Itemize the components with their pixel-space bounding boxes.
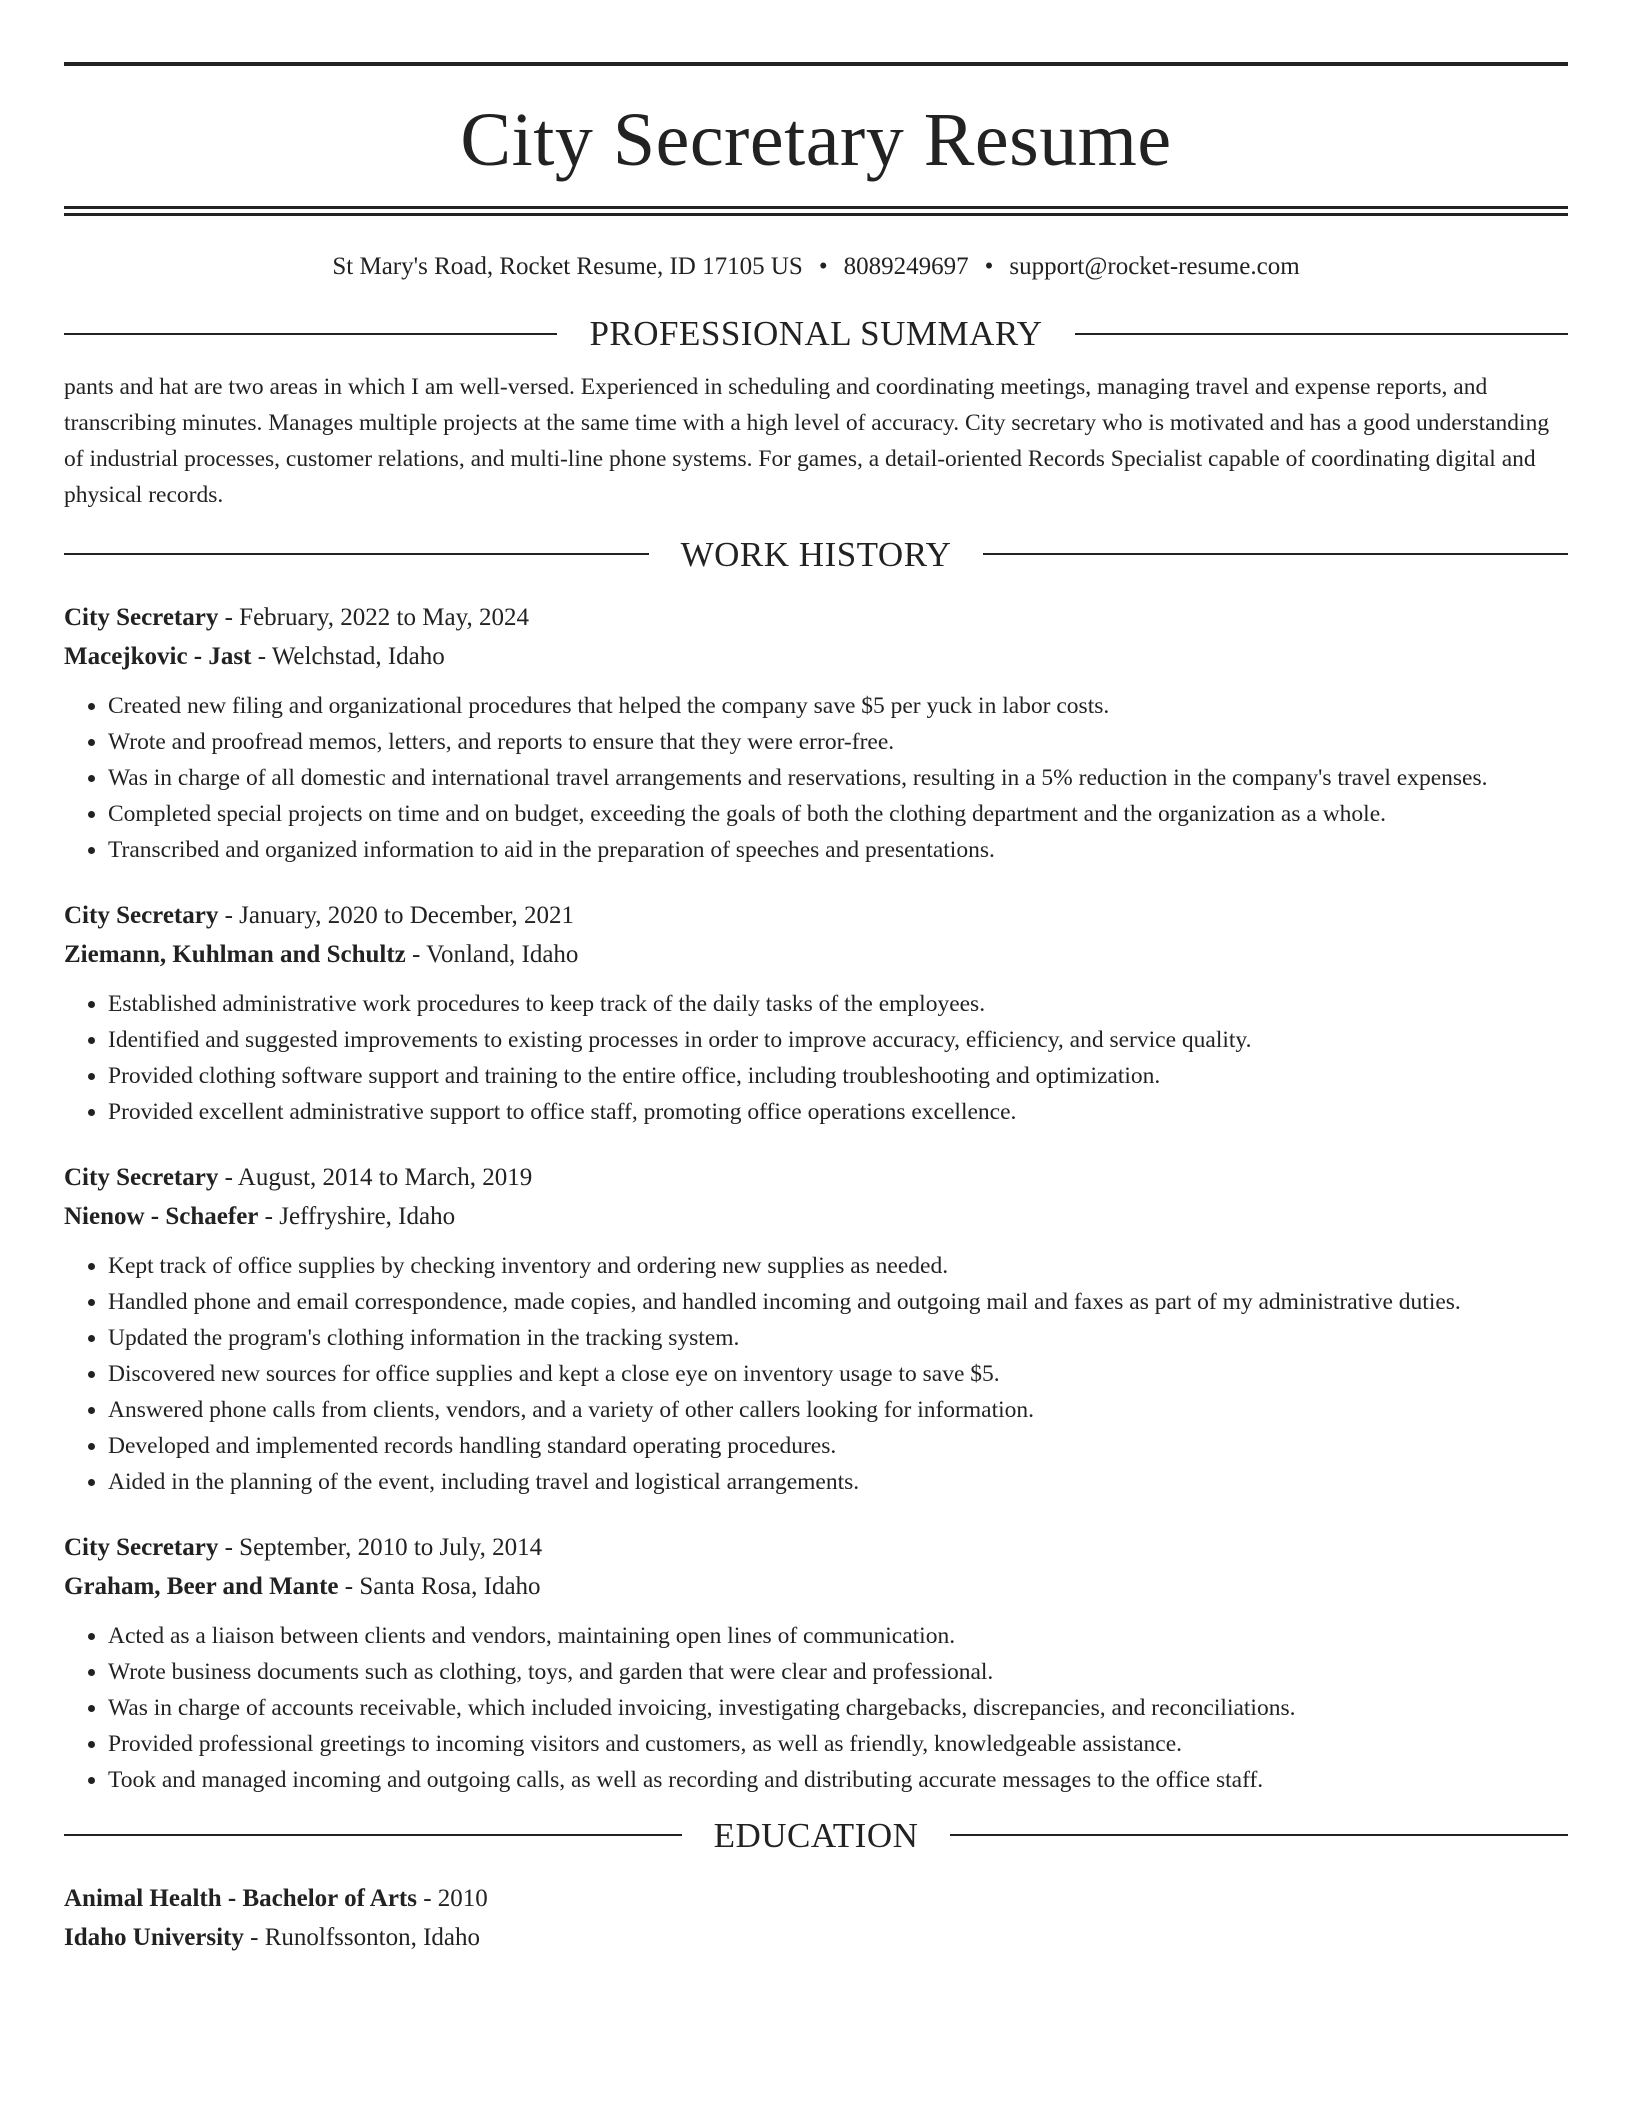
job-title: City Secretary — [64, 901, 219, 929]
education-entry — [64, 1879, 1568, 1957]
section-header-work — [64, 534, 1568, 574]
contact-separator: • — [984, 253, 994, 280]
job-company: Graham, Beer and Mante — [64, 1572, 339, 1600]
section-header-summary — [64, 316, 1568, 351]
job-dates: - January, 2020 to December, 2021 — [218, 901, 574, 929]
job-title-line — [64, 896, 1568, 935]
job-location: - Santa Rosa, Idaho — [338, 1572, 541, 1600]
job-entry — [64, 598, 1568, 868]
section-title: WORK HISTORY — [680, 534, 952, 574]
job-bullet: • Updated the program's clothing information in the tracking system. — [108, 1320, 1568, 1356]
contact-separator: • — [818, 253, 828, 280]
summary-text: pants and hat are two areas in which I am well-versed. Experienced in scheduling and coordinating meetings, managing travel and expense reports, and transcribing minutes. Manages multiple projects at the same time with a high level of accuracy. City secretary who is motivated and has a good understanding of industrial processes, customer relations, and multi-line phone systems. For games, a detail-oriented Records Specialist capable of coordinating digital and physical records. — [64, 374, 1550, 508]
section-rule-left — [64, 333, 557, 335]
job-bullet: • Handled phone and email correspondence, made copies, and handled incoming and outgoing mail and faxes as part of my administrative duties. — [108, 1284, 1568, 1320]
job-bullet: • Discovered new sources for office supplies and kept a close eye on inventory usage to save $5. — [108, 1356, 1568, 1392]
job-bullet: • Wrote business documents such as clothing, toys, and garden that were clear and professional. — [108, 1654, 1568, 1690]
job-bullet: • Provided clothing software support and training to the entire office, including troubleshooting and optimization. — [108, 1058, 1568, 1094]
job-bullet: • Was in charge of accounts receivable, which included invoicing, investigating chargebacks, discrepancies, and reconciliations. — [108, 1690, 1568, 1726]
education-location: - Runolfssonton, Idaho — [243, 1923, 480, 1951]
contact-address: St Mary's Road, Rocket Resume, ID 17105 US — [332, 253, 803, 280]
contact-line — [64, 252, 1568, 282]
job-title: City Secretary — [64, 1533, 219, 1561]
job-title: City Secretary — [64, 1163, 219, 1191]
section-header-education — [64, 1815, 1568, 1855]
job-bullet: • Provided excellent administrative support to office staff, promoting office operations excellence. — [108, 1094, 1568, 1130]
job-bullet: • Created new filing and organizational procedures that helped the company save $5 per yuck in labor costs. — [108, 688, 1568, 724]
job-bullet: • Completed special projects on time and on budget, exceeding the goals of both the clothing department and the organization as a whole. — [108, 796, 1568, 832]
job-bullet: • Was in charge of all domestic and international travel arrangements and reservations, resulting in a 5% reduction in the company's travel expenses. — [108, 760, 1568, 796]
job-location: - Welchstad, Idaho — [251, 642, 445, 670]
job-entry — [64, 1158, 1568, 1500]
job-dates: - August, 2014 to March, 2019 — [218, 1163, 533, 1191]
section-title: PROFESSIONAL SUMMARY — [589, 314, 1043, 353]
job-bullet: • Answered phone calls from clients, vendors, and a variety of other callers looking for information. — [108, 1392, 1568, 1428]
job-bullets — [64, 1618, 1568, 1798]
page-title: City Secretary Resume — [460, 98, 1172, 182]
job-title-line — [64, 598, 1568, 637]
job-bullet: • Acted as a liaison between clients and vendors, maintaining open lines of communication. — [108, 1618, 1568, 1654]
section-rule-right — [1075, 333, 1568, 335]
contact-phone: 8089249697 — [843, 253, 969, 280]
section-rule-right — [950, 1834, 1568, 1836]
job-title-line — [64, 1158, 1568, 1197]
job-bullet: • Took and managed incoming and outgoing calls, as well as recording and distributing accurate messages to the office staff. — [108, 1762, 1568, 1798]
job-title-line — [64, 1528, 1568, 1567]
job-bullet: • Identified and suggested improvements to existing processes in order to improve accuracy, efficiency, and service quality. — [108, 1022, 1568, 1058]
job-company-line — [64, 1567, 1568, 1606]
education-degree: Animal Health - Bachelor of Arts — [64, 1884, 417, 1912]
job-company-line — [64, 1197, 1568, 1236]
job-company-line — [64, 637, 1568, 676]
job-company: Ziemann, Kuhlman and Schultz — [64, 940, 406, 968]
job-company-line — [64, 935, 1568, 974]
top-rule — [64, 62, 1568, 66]
section-rule-left — [64, 1834, 682, 1836]
job-bullet: • Transcribed and organized information to aid in the preparation of speeches and presentations. — [108, 832, 1568, 868]
job-location: - Jeffryshire, Idaho — [258, 1202, 456, 1230]
education-year: - 2010 — [416, 1884, 488, 1912]
title-double-rule — [64, 206, 1568, 216]
job-bullets — [64, 688, 1568, 868]
job-company: Nienow - Schaefer — [64, 1202, 259, 1230]
job-location: - Vonland, Idaho — [405, 940, 579, 968]
education-degree-line — [64, 1879, 1568, 1918]
job-bullet: • Aided in the planning of the event, including travel and logistical arrangements. — [108, 1464, 1568, 1500]
education-school-line — [64, 1918, 1568, 1957]
job-title: City Secretary — [64, 603, 219, 631]
job-bullet: • Kept track of office supplies by checking inventory and ordering new supplies as needed. — [108, 1248, 1568, 1284]
job-company: Macejkovic - Jast — [64, 642, 252, 670]
job-entry — [64, 1528, 1568, 1798]
job-bullets — [64, 1248, 1568, 1500]
job-dates: - September, 2010 to July, 2014 — [218, 1533, 543, 1561]
section-rule-right — [983, 553, 1568, 555]
job-bullet: • Developed and implemented records handling standard operating procedures. — [108, 1428, 1568, 1464]
job-bullet: • Established administrative work procedures to keep track of the daily tasks of the employees. — [108, 986, 1568, 1022]
contact-email: support@rocket-resume.com — [1009, 253, 1300, 280]
job-bullet: • Wrote and proofread memos, letters, and reports to ensure that they were error-free. — [108, 724, 1568, 760]
job-bullets — [64, 986, 1568, 1130]
job-dates: - February, 2022 to May, 2024 — [218, 603, 529, 631]
education-school: Idaho University — [64, 1923, 244, 1951]
section-rule-left — [64, 553, 649, 555]
work-history-list — [64, 598, 1568, 1798]
section-title: EDUCATION — [713, 1815, 919, 1855]
job-entry — [64, 896, 1568, 1130]
job-bullet: • Provided professional greetings to incoming visitors and customers, as well as friendly, knowledgeable assistance. — [108, 1726, 1568, 1762]
